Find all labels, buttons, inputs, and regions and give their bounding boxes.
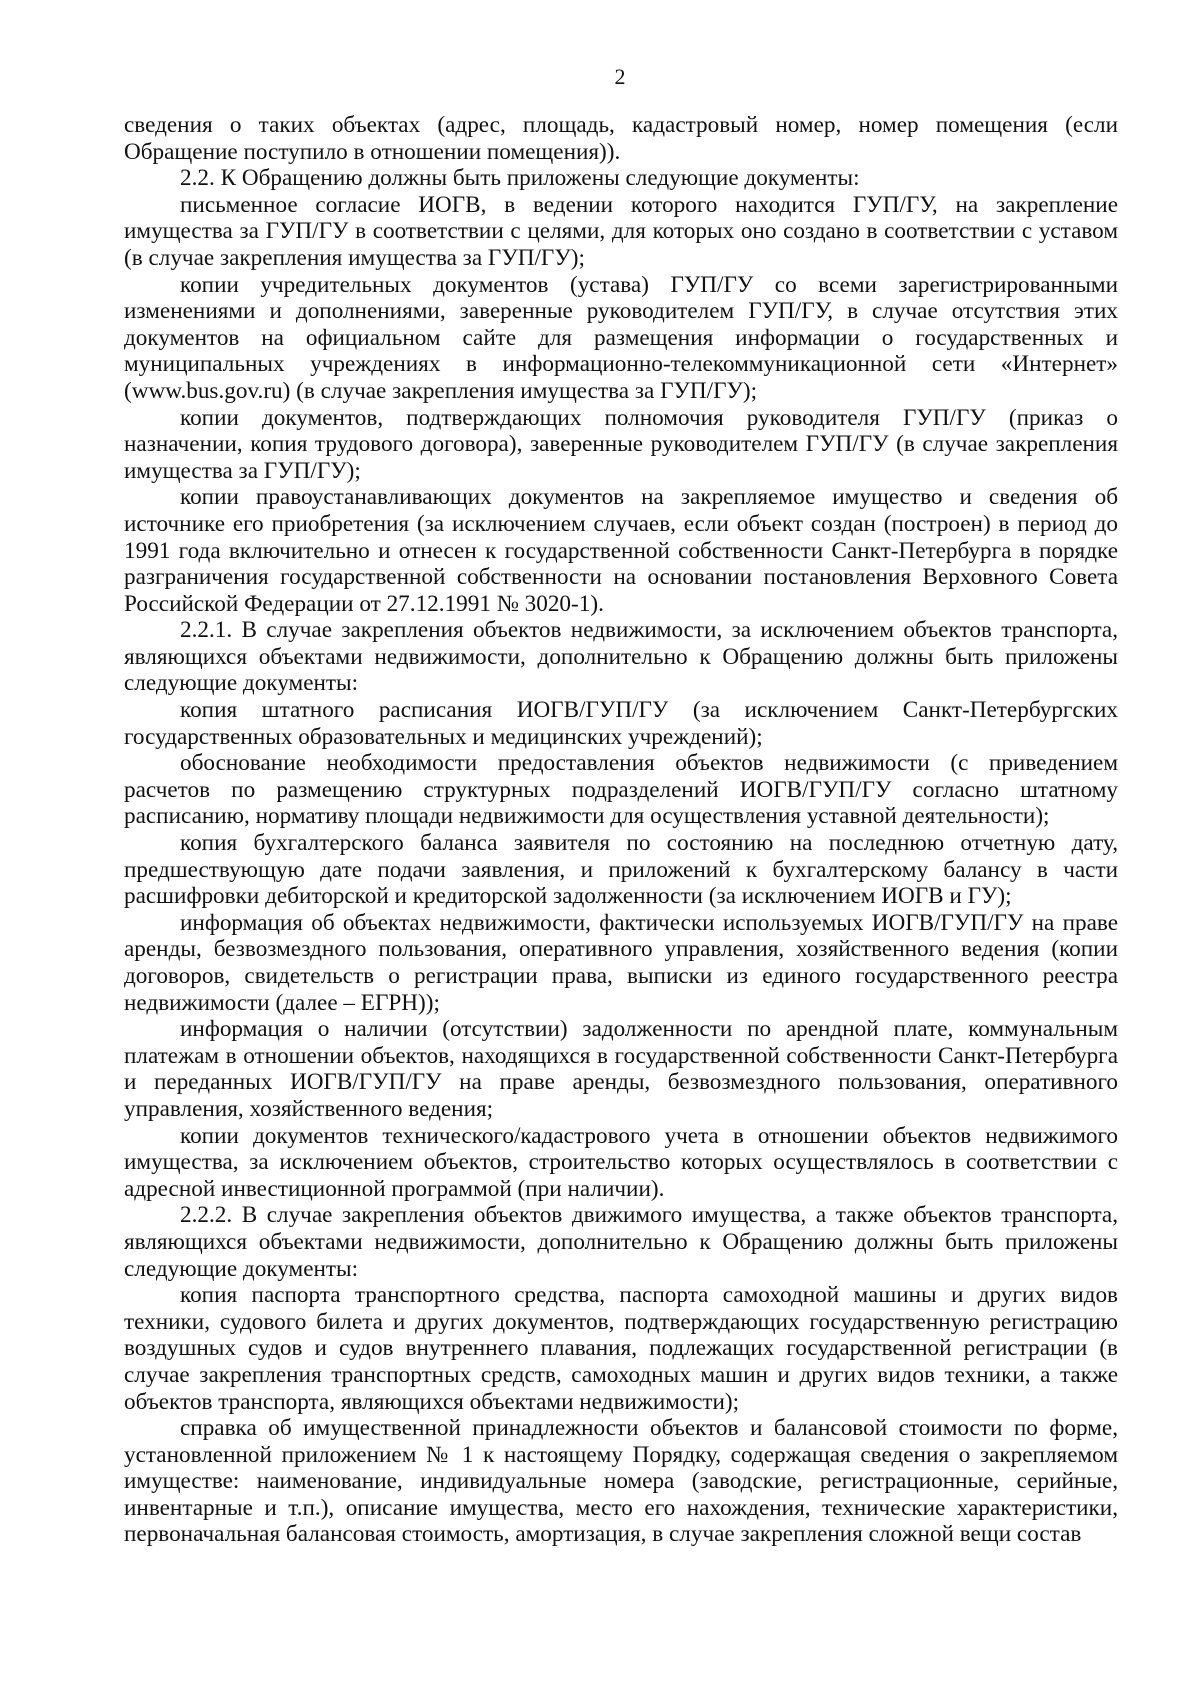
paragraph: письменное согласие ИОГВ, в ведении которого находится ГУП/ГУ, на закрепление имущества за ГУП/ГУ в соответствии с целями, для которых оно создано в соответствии с уставом (в случае закрепления имущества за ГУП/ГУ); [124, 191, 1118, 271]
paragraph: копии учредительных документов (устава) ГУП/ГУ со всеми зарегистрированными изменениями и дополнениями, заверенные руководителем ГУП/ГУ, в случае отсутствия этих документов на официальном сайте для размещения информации о государственных и муниципальных учреждениях в информационно-телекоммуникационной сети «Интернет» (www.bus.gov.ru) (в случае закрепления имущества за ГУП/ГУ); [124, 271, 1118, 404]
page-number: 2 [614, 64, 626, 89]
paragraph: обоснование необходимости предоставления объектов недвижимости (с приведением расчетов по размещению структурных подразделений ИОГВ/ГУП/ГУ согласно штатному расписанию, нормативу площади недвижимости для осуществления уставной деятельности); [124, 750, 1118, 830]
document-body [124, 112, 1118, 1548]
paragraph: информация об объектах недвижимости, фактически используемых ИОГВ/ГУП/ГУ на праве аренды, безвозмездного пользования, оперативного управления, хозяйственного ведения (копии договоров, свидетельств о регистрации права, выписки из единого государственного реестра недвижимости (далее – ЕГРН)); [124, 909, 1118, 1016]
paragraph: сведения о таких объектах (адрес, площадь, кадастровый номер, номер помещения (если Обращение поступило в отношении помещения)). [124, 112, 1118, 165]
paragraph: 2.2.1. В случае закрепления объектов недвижимости, за исключением объектов транспорта, являющихся объектами недвижимости, дополнительно к Обращению должны быть приложены следующие документы: [124, 617, 1118, 697]
paragraph: копии документов технического/кадастрового учета в отношении объектов недвижимого имущества, за исключением объектов, строительство которых осуществлялось в соответствии с адресной инвестиционной программой (при наличии). [124, 1122, 1118, 1202]
paragraph: справка об имущественной принадлежности объектов и балансовой стоимости по форме, установленной приложением № 1 к настоящему Порядку, содержащая сведения о закрепляемом имуществе: наименование, индивидуальные номера (заводские, регистрационные, серийные, инвентарные и т.п.), описание имущества, место его нахождения, технические характеристики, первоначальная балансовая стоимость, амортизация, в случае закрепления сложной вещи состав [124, 1415, 1118, 1548]
paragraph: информация о наличии (отсутствии) задолженности по арендной плате, коммунальным платежам в отношении объектов, находящихся в государственной собственности Санкт-Петербурга и переданных ИОГВ/ГУП/ГУ на праве аренды, безвозмездного пользования, оперативного управления, хозяйственного ведения; [124, 1016, 1118, 1122]
paragraph: 2.2. К Обращению должны быть приложены следующие документы: [180, 165, 860, 192]
paragraph: 2.2.2. В случае закрепления объектов движимого имущества, а также объектов транспорта, являющихся объектами недвижимости, дополнительно к Обращению должны быть приложены следующие документы: [124, 1202, 1118, 1282]
paragraph: копии правоустанавливающих документов на закрепляемое имущество и сведения об источнике его приобретения (за исключением случаев, если объект создан (построен) в период до 1991 года включительно и отнесен к государственной собственности Санкт-Петербурга в порядке разграничения государственной собственности на основании постановления Верховного Совета Российской Федерации от 27.12.1991 № 3020-1). [124, 484, 1118, 617]
paragraph: копия бухгалтерского баланса заявителя по состоянию на последнюю отчетную дату, предшествующую дате подачи заявления, и приложений к бухгалтерскому балансу в части расшифровки дебиторской и кредиторской задолженности (за исключением ИОГВ и ГУ); [124, 830, 1118, 910]
paragraph: копия паспорта транспортного средства, паспорта самоходной машины и других видов техники, судового билета и других документов, подтверждающих государственную регистрацию воздушных судов и судов внутреннего плавания, подлежащих государственной регистрации (в случае закрепления транспортных средств, самоходных машин и других видов техники, а также объектов транспорта, являющихся объектами недвижимости); [124, 1282, 1118, 1415]
paragraph: копии документов, подтверждающих полномочия руководителя ГУП/ГУ (приказ о назначении, копия трудового договора), заверенные руководителем ГУП/ГУ (в случае закрепления имущества за ГУП/ГУ); [124, 404, 1118, 484]
paragraph: копия штатного расписания ИОГВ/ГУП/ГУ (за исключением Санкт-Петербургских государственных образовательных и медицинских учреждений); [124, 697, 1118, 750]
